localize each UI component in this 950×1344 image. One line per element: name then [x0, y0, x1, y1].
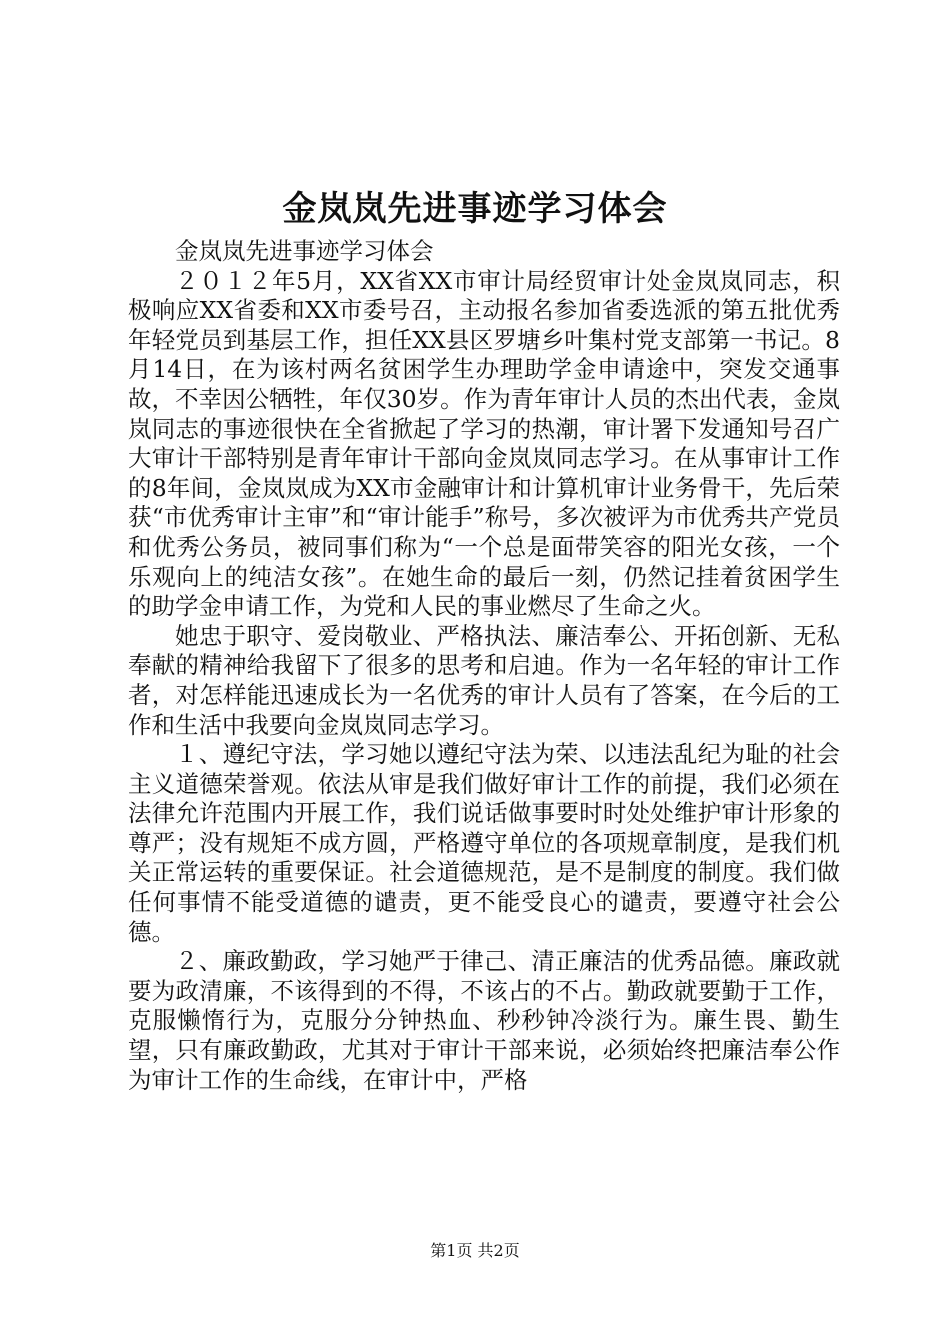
body-paragraph-1: ２０１２年5月，XX省XX市审计局经贸审计处金岚岚同志，积极响应XX省委和XX市委号召，主动报名参加省委选派的第五批优秀年轻党员到基层工作，担任XX县区罗塘乡叶集村党支部第一书记。8月14日，在为该村两名贫困学生办理助学金申请途中，突发交通事故，不幸因公牺牲，年仅30岁。作为青年审计人员的杰出代表，金岚岚同志的事迹很快在全省掀起了学习的热潮，审计署下发通知号召广大审计干部特别是青年审计干部向金岚岚同志学习。在从事审计工作的8年间，金岚岚成为XX市金融审计和计算机审计业务骨干，先后荣获“市优秀审计主审”和“审计能手”称号，多次被评为市优秀共产党员和优秀公务员，被同事们称为“一个总是面带笑容的阳光女孩，一个乐观向上的纯洁女孩”。在她生命的最后一刻，仍然记挂着贫困学生的助学金申请工作，为党和人民的事业燃尽了生命之火。 [128, 266, 840, 621]
subtitle-paragraph: 金岚岚先进事迹学习体会 [175, 237, 434, 265]
body-paragraph-3: １、遵纪守法，学习她以遵纪守法为荣、以违法乱纪为耻的社会主义道德荣誉观。依法从审是我们做好审计工作的前提，我们必须在法律允许范围内开展工作，我们说话做事要时时处处维护审计形象的尊严；没有规矩不成方圆，严格遵守单位的各项规章制度，是我们机关正常运转的重要保证。社会道德规范，是不是制度的制度。我们做任何事情不能受道德的谴责，更不能受良心的谴责，要遵守社会公德。 [128, 740, 840, 946]
document-title: 金岚岚先进事迹学习体会 [282, 189, 668, 229]
body-paragraph-2: 她忠于职守、爱岗敬业、严格执法、廉洁奉公、开拓创新、无私奉献的精神给我留下了很多的思考和启迪。作为一名年轻的审计工作者，对怎样能迅速成长为一名优秀的审计人员有了答案，在今后的工作和生活中我要向金岚岚同志学习。 [128, 621, 840, 739]
page-number-footer: 第1页 共2页 [430, 1241, 520, 1260]
body-paragraph-4: ２、廉政勤政，学习她严于律己、清正廉洁的优秀品德。廉政就要为政清廉，不该得到的不得，不该占的不占。勤政就要勤于工作，克服懒惰行为，克服分分钟热血、秒秒钟冷淡行为。廉生畏、勤生望，只有廉政勤政，尤其对于审计干部来说，必须始终把廉洁奉公作为审计工作的生命线，在审计中，严格 [128, 947, 840, 1094]
document-body [128, 237, 840, 1095]
